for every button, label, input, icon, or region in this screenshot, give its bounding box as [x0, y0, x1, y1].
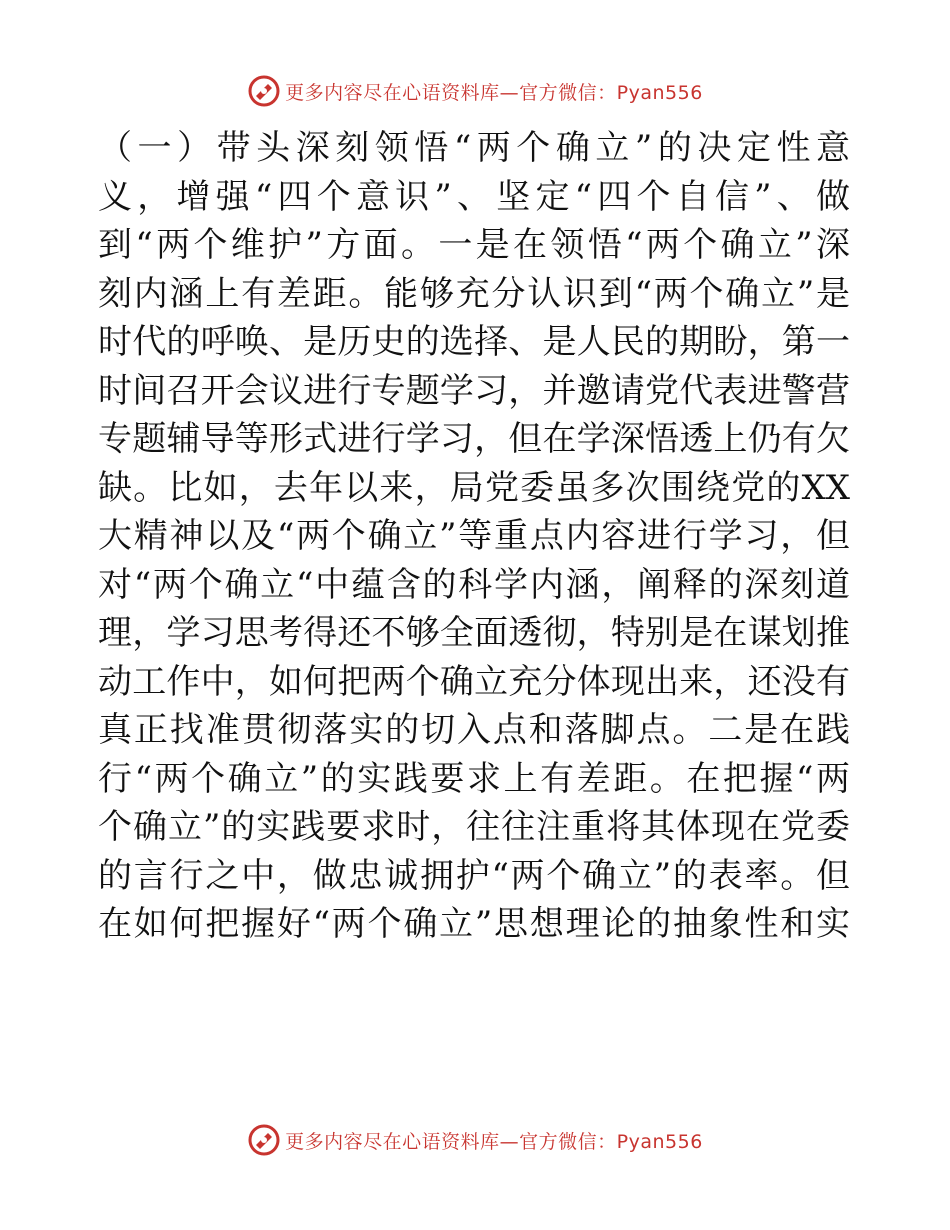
text-line: 时间召开会议进行专题学习，并邀请党代表进警营: [98, 370, 850, 411]
text-line: 真正找准贯彻落实的切入点和落脚点。二是在践: [98, 710, 850, 750]
text-line: 刻内涵上有差距。能够充分认识到“两个确立”是: [98, 273, 850, 314]
text-line: 大精神以及“两个确立”等重点内容进行学习，但: [98, 516, 850, 556]
seal-logo-icon: [247, 1123, 281, 1157]
text-line: 时代的呼唤、是历史的选择、是人民的期盼，第一: [98, 322, 850, 362]
seal-logo-icon: [247, 74, 281, 108]
watermark-footer: [0, 1120, 950, 1160]
text-line: 缺。比如，去年以来，局党委虽多次围绕党的XX: [98, 467, 850, 508]
text-line: 义，增强“四个意识”、坚定“四个自信”、做: [98, 176, 850, 217]
text-line: （一）带头深刻领悟“两个确立”的决定性意: [98, 128, 850, 168]
text-line: 行“两个确立”的实践要求上有差距。在把握“两: [98, 758, 850, 799]
document-body: [98, 124, 850, 949]
watermark-header: [0, 71, 950, 111]
watermark-text: 更多内容尽在心语资料库—官方微信：Pyan556: [285, 81, 703, 104]
text-line: 专题辅导等形式进行学习，但在学深悟透上仍有欠: [98, 419, 850, 459]
text-line: 到“两个维护”方面。一是在领悟“两个确立”深: [98, 225, 850, 265]
watermark-text: 更多内容尽在心语资料库—官方微信：Pyan556: [285, 1130, 703, 1153]
text-line: 在如何把握好“两个确立”思想理论的抽象性和实: [98, 904, 850, 944]
text-line: 个确立”的实践要求时，往往注重将其体现在党委: [98, 807, 850, 847]
text-line: 理，学习思考得还不够全面透彻，特别是在谋划推: [98, 613, 850, 653]
text-line: 对“两个确立“中蕴含的科学内涵，阐释的深刻道: [98, 564, 850, 605]
text-line: 的言行之中，做忠诚拥护“两个确立”的表率。但: [98, 855, 850, 896]
text-line: 动工作中，如何把两个确立充分体现出来，还没有: [98, 661, 850, 702]
